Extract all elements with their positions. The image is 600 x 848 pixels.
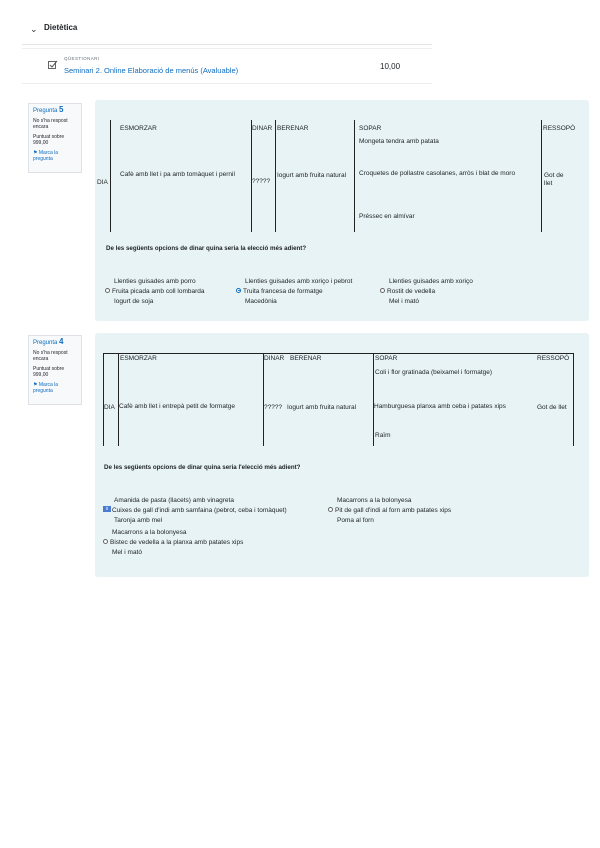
question-number-label: Pregunta <box>33 340 58 346</box>
flag-question-link[interactable] <box>33 382 78 395</box>
radio-button[interactable] <box>328 507 333 512</box>
activity-type-label: QÜESTIONARI <box>64 56 100 61</box>
cell-sopar-1: Coli i flor gratinada (beixamel i formatge) <box>375 369 493 376</box>
activity-row[interactable] <box>22 48 432 84</box>
question-number-label: Pregunta <box>33 108 58 114</box>
cell-berenar: Iogurt amb fruita natural <box>287 404 357 411</box>
answer-option-3[interactable]: Llenties guisades amb xoriço Rostit de vedella Mel i mató <box>380 277 473 307</box>
question-points: Puntuat sobre 999,00 <box>33 365 65 378</box>
cell-sopar-2: Croquetes de pollastre casolanes, arròs i blat de moro <box>359 170 516 177</box>
radio-button[interactable] <box>103 539 108 544</box>
flag-question-link[interactable] <box>33 150 78 163</box>
cell-sopar-1: Mongeta tendra amb patata <box>359 138 439 145</box>
question-points: Puntuat sobre 999,00 <box>33 133 65 146</box>
cell-esmorzar: Cafè amb llet i entrepà petit de formatge <box>119 403 235 410</box>
selected-checkbox-icon[interactable]: x <box>103 506 111 512</box>
answer-option-2[interactable]: Macarrons a la bolonyesa Pit de gall d'indi al forn amb patates xips Poma al forn <box>328 496 451 526</box>
flag-icon: ⚑ <box>33 149 38 156</box>
cell-berenar: Iogurt amb fruita natural <box>277 172 347 179</box>
question-status: No s'ha respost encara <box>33 349 68 362</box>
flag-question-label: Marca la pregunta <box>33 381 59 394</box>
question-box-5 <box>95 100 589 321</box>
header-dinar: DINAR <box>252 125 273 132</box>
question-box-4 <box>95 333 589 577</box>
header-sopar: SOPAR <box>375 355 398 362</box>
header-ressopo: RESSOPÓ <box>543 125 576 132</box>
cell-ressopo: Got de llet <box>544 172 564 187</box>
cell-sopar-3: Préssec en almívar <box>359 213 415 220</box>
section-header[interactable] <box>22 18 432 45</box>
quiz-icon <box>48 60 58 73</box>
answer-option-2[interactable]: Llenties guisades amb xoriço i pebrot Truita francesa de formatge Macedònia <box>236 277 352 307</box>
row-label: DIA <box>104 404 115 411</box>
answer-option-1[interactable]: Llenties guisades amb porro Fruita picada amb coll lombarda Iogurt de soja <box>105 277 205 307</box>
question-number: 5 <box>59 105 64 114</box>
header-esmorzar: ESMORZAR <box>120 125 157 132</box>
cell-sopar-3: Raïm <box>375 432 391 439</box>
question-prompt: De les següents opcions de dinar quina seria l'elecció més adient? <box>104 464 301 471</box>
header-berenar: BERENAR <box>277 125 309 132</box>
cell-ressopo: Got de llet <box>537 404 567 411</box>
header-ressopo: RESSOPÓ <box>537 355 570 362</box>
activity-grade: 10,00 <box>380 62 401 71</box>
question-prompt: De les següents opcions de dinar quina seria la elecció més adient? <box>106 245 307 252</box>
answer-option-3[interactable]: Macarrons a la bolonyesa Bistec de vedella a la planxa amb patates xips Mel i mató <box>103 528 243 558</box>
radio-button-checked[interactable] <box>236 288 241 293</box>
answer-option-1[interactable]: Amanida de pasta (llacets) amb vinagreta x Cuixes de gall d'indi amb samfaina (pebrot, ceba i tomàquet) Taronja amb mel <box>103 496 287 526</box>
header-esmorzar: ESMORZAR <box>120 355 157 362</box>
cell-esmorzar: Cafè amb llet i pa amb tomàquet i pernil <box>120 171 235 178</box>
flag-icon: ⚑ <box>33 381 38 388</box>
radio-button[interactable] <box>380 288 385 293</box>
question-number: 4 <box>59 337 64 346</box>
question-info-4 <box>28 335 82 405</box>
radio-button[interactable] <box>105 288 110 293</box>
header-dinar: DINAR <box>264 355 285 362</box>
header-sopar: SOPAR <box>359 125 382 132</box>
row-label: DIA <box>97 179 108 186</box>
cell-dinar: ????? <box>252 178 271 185</box>
cell-sopar-2: Hamburguesa planxa amb ceba i patates xips <box>374 403 506 410</box>
activity-link[interactable]: Seminari 2. Online Elaboració de menús (Avaluable) <box>64 66 239 75</box>
flag-question-label: Marca la pregunta <box>33 149 59 162</box>
question-info-5 <box>28 103 82 173</box>
header-berenar: BERENAR <box>290 355 322 362</box>
question-status: No s'ha respost encara <box>33 117 68 130</box>
chevron-down-icon[interactable]: ⌄ <box>30 24 38 34</box>
cell-dinar: ????? <box>264 404 283 411</box>
section-title: Dietètica <box>44 23 78 32</box>
